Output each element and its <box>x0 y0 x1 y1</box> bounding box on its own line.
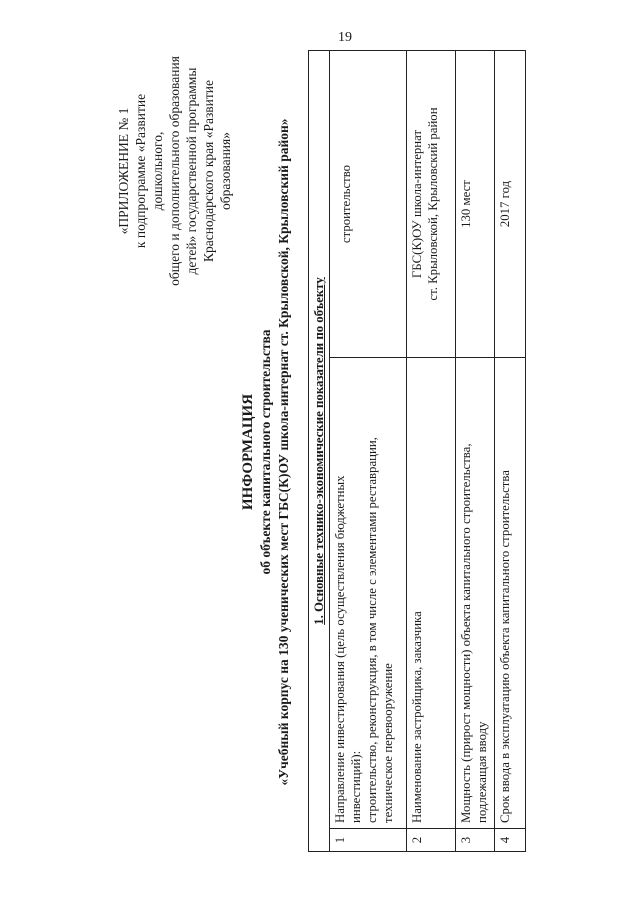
row-number: 3 <box>456 829 495 852</box>
table-row <box>495 51 526 852</box>
value-line: 130 мест <box>459 180 473 228</box>
appendix-line: «ПРИЛОЖЕНИЕ № 1 <box>116 107 131 235</box>
row-number: 1 <box>330 829 407 852</box>
table-row <box>330 51 407 852</box>
appendix-line: к подпрограмме «Развитие дошкольного, <box>133 93 165 249</box>
rotated-content <box>65 52 575 852</box>
parameter-line: техническое перевооружение <box>381 663 395 823</box>
section-title: 1. Основные технико-экономические показатели по объекту <box>309 51 330 852</box>
row-number: 4 <box>495 829 526 852</box>
parameter-line: Срок ввода в эксплуатацию объекта капитального строительства <box>498 470 512 823</box>
appendix-line: образования» <box>218 132 233 210</box>
indicators-table <box>308 50 526 852</box>
value-cell <box>456 51 495 358</box>
value-line: ст. Крыловской, Крыловский район <box>426 107 440 301</box>
appendix-line: детей» государственной программы <box>184 67 199 275</box>
parameter-line: Мощность (прирост мощности) объекта капитального строительства, <box>459 443 473 823</box>
section-header-row <box>309 51 330 852</box>
value-cell <box>330 51 407 358</box>
appendix-line: Краснодарского края «Развитие <box>201 79 216 263</box>
object-name: «Учебный корпус на 130 ученических мест ГБС(К)ОУ школа-интернат ст. Крыловской, Крыловский район» <box>276 118 291 786</box>
page-number: 19 <box>338 30 352 45</box>
value-line: 2017 год <box>498 180 512 228</box>
document-heading <box>239 52 293 852</box>
table-row <box>407 51 456 852</box>
value-line: строительство <box>339 164 353 244</box>
appendix-line: общего и дополнительного образования <box>167 56 182 286</box>
parameter-cell <box>495 358 526 829</box>
document-title: ИНФОРМАЦИЯ <box>240 393 256 511</box>
value-cell <box>407 51 456 358</box>
appendix-block <box>115 55 234 287</box>
row-number: 2 <box>407 829 456 852</box>
value-cell <box>495 51 526 358</box>
parameter-line: Наименование застройщика, заказчика <box>410 611 424 823</box>
value-line: ГБС(К)ОУ школа-интернат <box>410 129 424 279</box>
parameter-cell <box>456 358 495 829</box>
parameter-cell <box>330 358 407 829</box>
parameter-line: Направление инвестирования (цель осуществления бюджетных <box>333 475 347 823</box>
parameter-cell <box>407 358 456 829</box>
document-subtitle: об объекте капитального строительства <box>258 329 273 575</box>
parameter-line: подлежащая вводу <box>475 721 489 823</box>
parameter-line: инвестиций): <box>349 750 363 823</box>
table-row <box>456 51 495 852</box>
parameter-line: строительство, реконструкция, в том числе с элементами реставрации, <box>365 437 379 823</box>
